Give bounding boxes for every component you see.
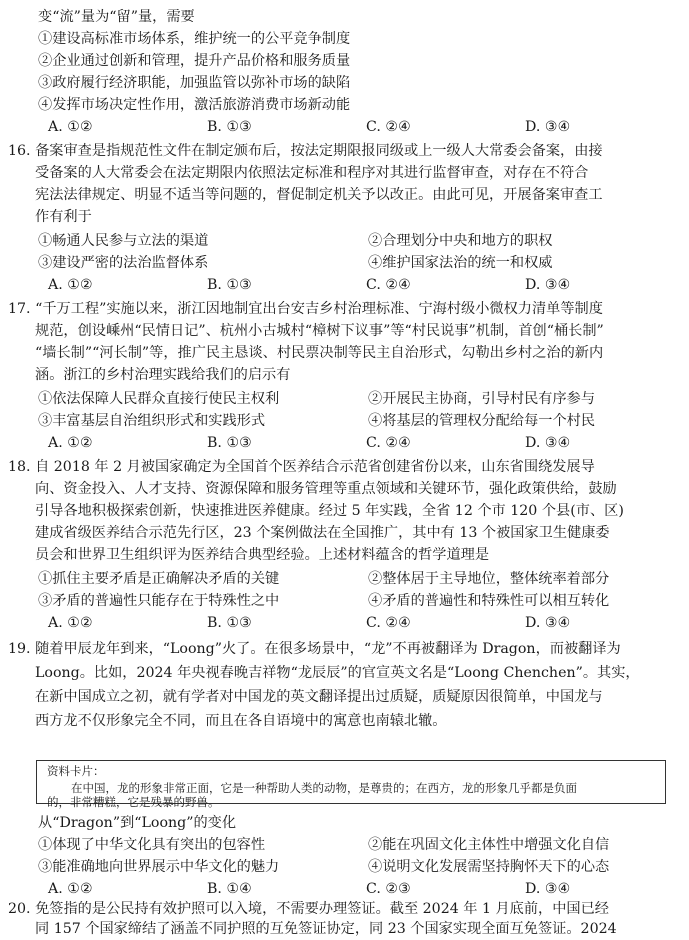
q17-line-3: “墙长制”“河长制”等，推广民主恳谈、村民票决制等民主自治形式，勾勒出乡村之治的新内	[35, 345, 604, 361]
q16-statement-3: ③建设严密的法治监督体系	[38, 255, 209, 271]
q18-line-2: 向、资金投入、人才支持、资源保障和服务管理等重点领域和关键环节，强化政策供给，鼓励	[35, 481, 617, 497]
q15-statement-3: ③政府履行经济职能，加强监管以弥补市场的缺陷	[38, 75, 351, 91]
info-card	[36, 760, 666, 809]
q15-statement-4: ④发挥市场决定性作用，激活旅游消费市场新动能	[38, 97, 351, 113]
q15-statement-2: ②企业通过创新和管理，提升产品价格和服务质量	[38, 53, 351, 69]
q19-statements-row-2	[0, 856, 689, 878]
q17-statements-row-1	[0, 388, 689, 410]
q17-option-a[interactable]: A. ①②	[48, 435, 93, 451]
q19-statement-2: ②能在巩固文化主体性中增强文化自信	[368, 837, 610, 853]
q19-option-b[interactable]: B. ①④	[207, 881, 252, 897]
q18-statements-row-2	[0, 590, 689, 612]
info-card-title: 资料卡片：	[47, 764, 105, 778]
q17-line-2: 规范，创设嵊州“民情日记”、杭州小古城村“樟树下议事”等“村民说事”机制，首创“桶长制”	[35, 323, 604, 339]
q20-line-2: 同 157 个国家缔结了涵盖不同护照的互免签证协定，同 23 个国家实现全面互免签证。2024	[35, 921, 617, 937]
q18-option-b[interactable]: B. ①③	[207, 615, 252, 631]
q16-statement-4: ④维护国家法治的统一和权威	[368, 255, 553, 271]
q16-line-2: 受备案的人大常委会在法定期限内依照法定标准和程序对其进行监督审查，对存在不符合	[35, 165, 589, 181]
q19-options	[0, 878, 689, 900]
q17-options	[0, 432, 689, 454]
q19-line-2: Loong。比如，2024 年央视春晚吉祥物“龙辰辰”的官宣英文名是“Loong Chenchen”。其实，	[35, 665, 640, 681]
q16-line-4: 作有利于	[35, 209, 92, 225]
q17-statement-3: ③丰富基层自治组织形式和实践形式	[38, 413, 266, 429]
q18-statement-1: ①抓住主要矛盾是正确解决矛盾的关键	[38, 571, 280, 587]
q16-option-d[interactable]: D. ③④	[525, 277, 571, 293]
q19-stem: 从“Dragon”到“Loong”的变化	[38, 815, 237, 831]
q16-statement-2: ②合理划分中央和地方的职权	[368, 233, 553, 249]
q19-line-1: 19. 随着甲辰龙年到来，“Loong”火了。在很多场景中，“龙”不再被翻译为 Dragon，而被翻译为	[8, 641, 621, 657]
q16-option-a[interactable]: A. ①②	[48, 277, 93, 293]
q18-options	[0, 612, 689, 634]
q16-statements-row-1	[0, 230, 689, 252]
q15-stem: 变“流”量为“留”量，需要	[38, 9, 195, 25]
q19-option-a[interactable]: A. ①②	[48, 881, 93, 897]
q19-statements-row-1	[0, 834, 689, 856]
q15-option-d[interactable]: D. ③④	[525, 119, 571, 135]
q16-option-b[interactable]: B. ①③	[207, 277, 252, 293]
q17-line-1: 17. “千万工程”实施以来，浙江因地制宜出台安吉乡村治理标准、宁海村级小微权力清单等制度	[8, 301, 603, 317]
info-card-body-2: 的，非常糟糕，它是残暴的野兽。	[47, 795, 220, 809]
q18-line-3: 引导各地积极探索创新，快速推进医养健康。经过 5 年实践，全省 12 个市 120 个县(市、区)	[35, 503, 624, 519]
q16-options	[0, 274, 689, 296]
q16-statement-1: ①畅通人民参与立法的渠道	[38, 233, 209, 249]
q17-statements-row-2	[0, 410, 689, 432]
q19-statement-1: ①体现了中华文化具有突出的包容性	[38, 837, 266, 853]
q18-line-5: 员会和世界卫生组织评为医养结合典型经验。上述材料蕴含的哲学道理是	[35, 547, 490, 563]
q15-option-a[interactable]: A. ①②	[48, 119, 93, 135]
q17-statement-1: ①依法保障人民群众直接行使民主权利	[38, 391, 280, 407]
q15-option-c[interactable]: C. ②④	[366, 119, 411, 135]
info-card-body-1: 在中国，龙的形象非常正面，它是一种帮助人类的动物，是尊贵的；在西方，龙的形象几乎都是负面	[71, 781, 577, 795]
q19-line-4: 西方龙不仅形象完全不同，而且在各自语境中的寓意也南辕北辙。	[35, 713, 447, 729]
q16-statements-row-2	[0, 252, 689, 274]
q17-option-b[interactable]: B. ①③	[207, 435, 252, 451]
q15-options	[0, 116, 689, 138]
q16-line-3: 宪法法律规定、明显不适当等问题的，督促制定机关予以改正。由此可见，开展备案审查工	[35, 187, 603, 203]
q18-statement-3: ③矛盾的普遍性只能存在于特殊性之中	[38, 593, 280, 609]
q17-statement-4: ④将基层的管理权分配给每一个村民	[368, 413, 596, 429]
q15-statement-1: ①建设高标准市场体系，维护统一的公平竞争制度	[38, 31, 351, 47]
q16-line-1: 16. 备案审查是指规范性文件在制定颁布后，按法定期限报同级或上一级人大常委会备案，由接	[8, 143, 603, 159]
q17-line-4: 涵。浙江的乡村治理实践给我们的启示有	[35, 367, 291, 383]
q17-option-c[interactable]: C. ②④	[366, 435, 411, 451]
q17-option-d[interactable]: D. ③④	[525, 435, 571, 451]
q17-statement-2: ②开展民主协商，引导村民有序参与	[368, 391, 596, 407]
q19-statement-4: ④说明文化发展需坚持胸怀天下的心态	[368, 859, 610, 875]
q16-option-c[interactable]: C. ②④	[366, 277, 411, 293]
q15-option-b[interactable]: B. ①③	[207, 119, 252, 135]
q18-option-a[interactable]: A. ①②	[48, 615, 93, 631]
q20-line-1: 20. 免签指的是公民持有效护照可以入境，不需要办理签证。截至 2024 年 1 月底前，中国已经	[8, 901, 609, 917]
q18-option-d[interactable]: D. ③④	[525, 615, 571, 631]
q18-line-4: 建成省级医养结合示范先行区，23 个案例做法在全国推广，其中有 13 个被国家卫生健康委	[35, 525, 610, 541]
q19-option-d[interactable]: D. ③④	[525, 881, 571, 897]
q18-statement-2: ②整体居于主导地位，整体统率着部分	[368, 571, 610, 587]
q18-statement-4: ④矛盾的普遍性和特殊性可以相互转化	[368, 593, 610, 609]
q19-line-3: 在新中国成立之初，就有学者对中国龙的英文翻译提出过质疑，质疑原因很简单，中国龙与	[35, 689, 603, 705]
q18-line-1: 18. 自 2018 年 2 月被国家确定为全国首个医养结合示范省创建省份以来，山东省围绕发展导	[8, 459, 595, 475]
q19-option-c[interactable]: C. ②③	[366, 881, 411, 897]
q18-option-c[interactable]: C. ②④	[366, 615, 411, 631]
q18-statements-row-1	[0, 568, 689, 590]
q19-statement-3: ③能准确地向世界展示中华文化的魅力	[38, 859, 280, 875]
